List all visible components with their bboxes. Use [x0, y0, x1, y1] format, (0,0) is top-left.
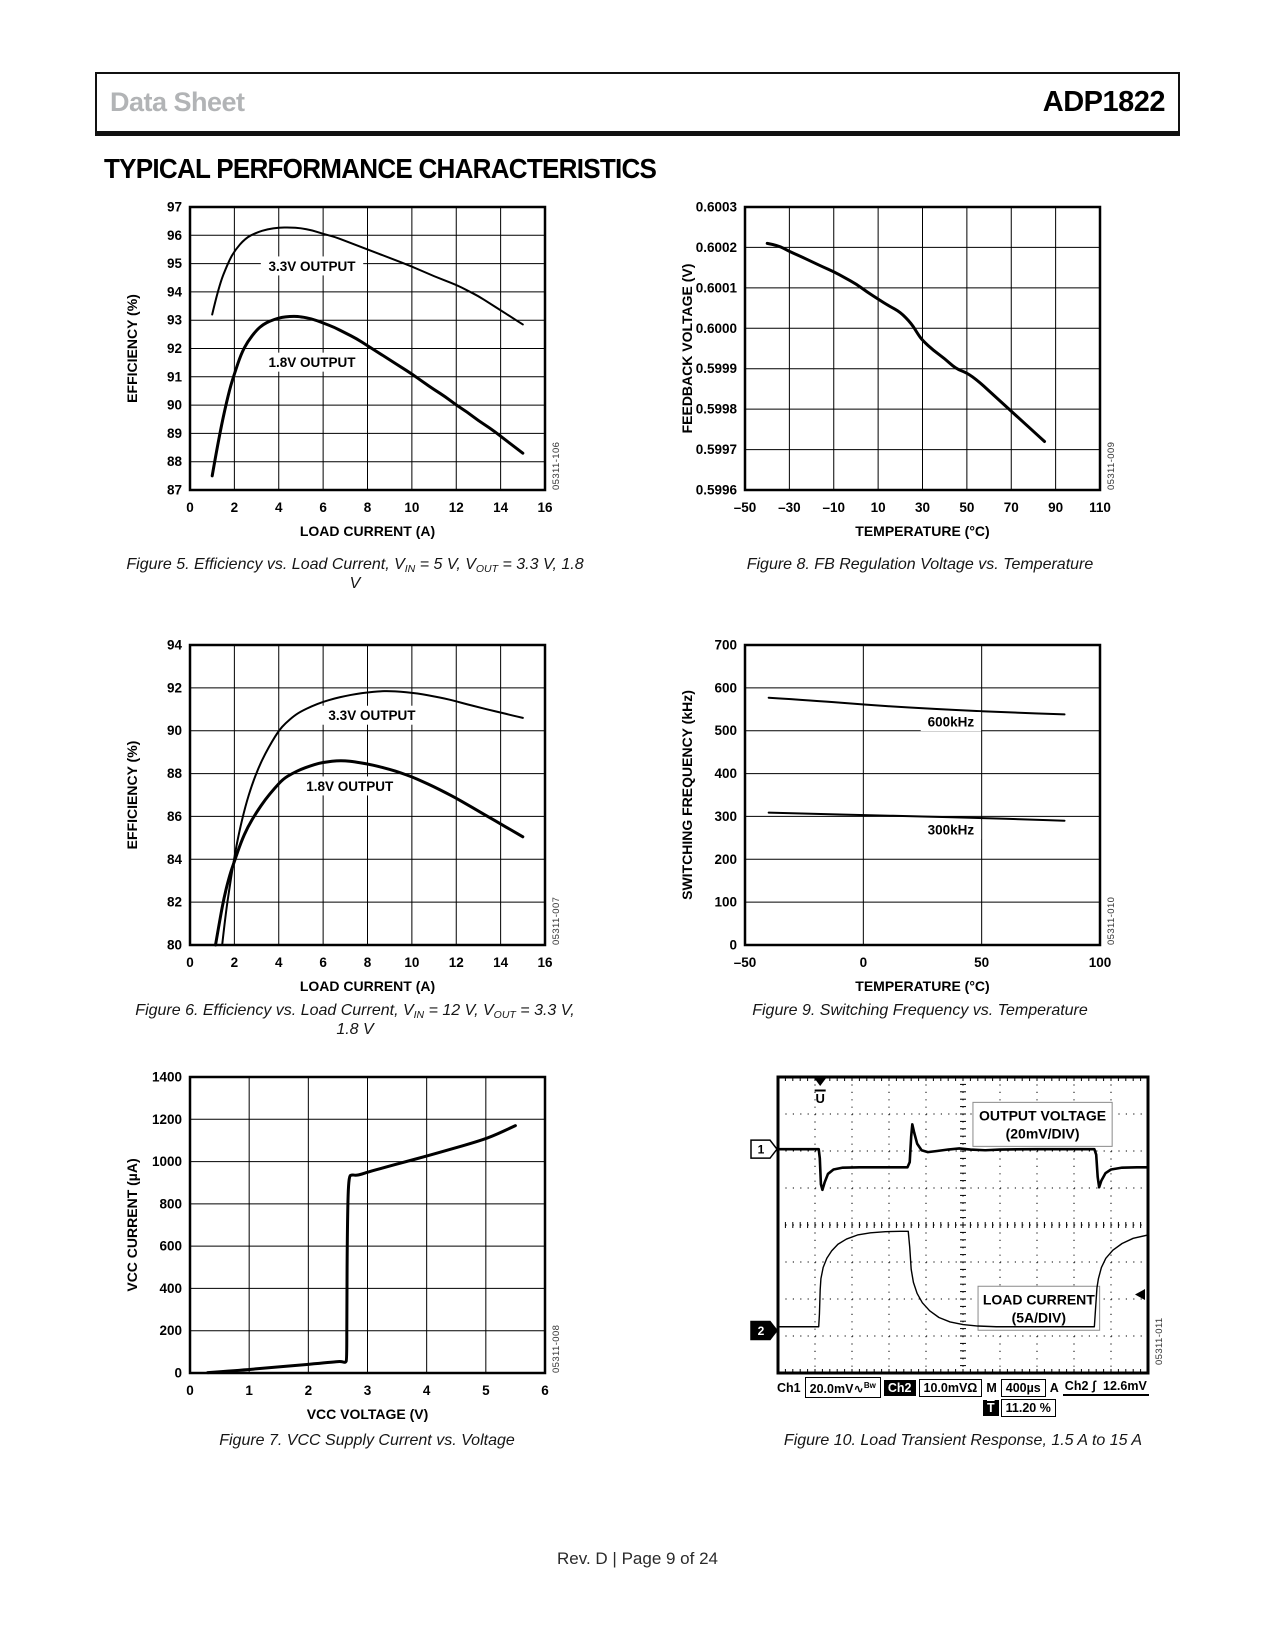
figure-10-oscilloscope	[748, 1065, 1168, 1375]
svg-text:89: 89	[166, 425, 182, 441]
svg-text:84: 84	[166, 851, 182, 867]
svg-text:6: 6	[319, 955, 327, 970]
svg-text:OUTPUT VOLTAGE: OUTPUT VOLTAGE	[979, 1107, 1107, 1124]
svg-text:0: 0	[174, 1365, 182, 1381]
rising-edge-icon: ʃ	[1091, 1379, 1097, 1394]
trigger-position-row	[983, 1399, 1056, 1417]
svg-text:95: 95	[166, 256, 182, 272]
svg-text:0.5998: 0.5998	[695, 401, 737, 417]
svg-text:1: 1	[245, 1383, 253, 1398]
bandwidth-limit-icon: Bw	[863, 1381, 876, 1390]
svg-text:(5A/DIV): (5A/DIV)	[1011, 1309, 1067, 1326]
svg-text:86: 86	[166, 808, 182, 824]
svg-text:5: 5	[482, 1383, 490, 1398]
svg-text:1.8V OUTPUT: 1.8V OUTPUT	[306, 778, 394, 794]
timebase-label: M	[986, 1380, 997, 1395]
svg-text:92: 92	[166, 341, 182, 356]
figure-7-chart	[120, 1070, 590, 1428]
svg-text:05311-010: 05311-010	[1106, 896, 1117, 945]
figure-8-chart	[675, 200, 1145, 545]
svg-text:16: 16	[537, 500, 553, 515]
svg-text:3.3V OUTPUT: 3.3V OUTPUT	[328, 708, 416, 724]
svg-text:LOAD CURRENT: LOAD CURRENT	[982, 1291, 1095, 1308]
svg-text:LOAD CURRENT (A): LOAD CURRENT (A)	[299, 523, 436, 539]
svg-text:400: 400	[159, 1280, 182, 1296]
figure-6-chart	[120, 638, 590, 1000]
svg-text:10: 10	[404, 500, 420, 515]
svg-text:200: 200	[714, 851, 737, 867]
svg-text:2: 2	[230, 500, 239, 515]
svg-text:4: 4	[422, 1383, 431, 1398]
svg-text:TEMPERATURE (°C): TEMPERATURE (°C)	[855, 978, 990, 994]
svg-text:0.5996: 0.5996	[695, 482, 737, 498]
svg-text:300: 300	[714, 808, 737, 824]
svg-text:10: 10	[404, 955, 420, 970]
svg-text:800: 800	[159, 1196, 182, 1212]
svg-text:80: 80	[166, 937, 182, 953]
svg-text:30: 30	[914, 500, 931, 515]
figure-8-caption: Figure 8. FB Regulation Voltage vs. Temperature	[746, 556, 1094, 573]
figure-5-caption: Figure 5. Efficiency vs. Load Current, $V_{IN} = 5$ V, $V_{OUT} = 3.3$ V, 1.8 V	[126, 556, 584, 592]
svg-text:VCC CURRENT (µA): VCC CURRENT (µA)	[124, 1158, 140, 1292]
ch1-scale-readout: 20.0mV∿$^{Bw}$	[805, 1377, 881, 1398]
figure-9-chart	[675, 638, 1145, 1000]
svg-text:8: 8	[363, 500, 372, 515]
svg-text:50: 50	[959, 500, 975, 515]
svg-text:6: 6	[319, 500, 327, 515]
svg-text:VCC VOLTAGE (V): VCC VOLTAGE (V)	[306, 1406, 429, 1422]
svg-text:0: 0	[729, 937, 737, 953]
svg-text:1200: 1200	[151, 1111, 182, 1127]
svg-text:92: 92	[166, 680, 182, 696]
svg-text:–10: –10	[822, 500, 846, 515]
svg-text:05311-008: 05311-008	[551, 1324, 562, 1373]
svg-text:1000: 1000	[151, 1154, 182, 1170]
trigger-position-value: 11.20 %	[1001, 1399, 1056, 1417]
svg-text:2: 2	[757, 1323, 765, 1338]
svg-text:0: 0	[186, 955, 194, 970]
svg-text:90: 90	[166, 397, 182, 413]
svg-text:97: 97	[166, 200, 182, 215]
svg-text:U: U	[815, 1091, 825, 1106]
svg-text:0.6001: 0.6001	[695, 280, 737, 296]
svg-text:70: 70	[1003, 500, 1019, 515]
svg-text:94: 94	[166, 638, 182, 653]
svg-text:100: 100	[1088, 955, 1112, 970]
svg-text:90: 90	[1048, 500, 1064, 515]
svg-text:600: 600	[714, 680, 737, 696]
svg-text:0: 0	[186, 500, 194, 515]
svg-text:200: 200	[159, 1323, 182, 1339]
svg-text:2: 2	[230, 955, 239, 970]
svg-text:0.6000: 0.6000	[695, 320, 737, 336]
section-title: TYPICAL PERFORMANCE CHARACTERISTICS	[104, 153, 657, 184]
svg-text:12: 12	[448, 955, 464, 970]
doc-type-label: Data Sheet	[110, 87, 245, 117]
figure-6-caption: Figure 6. Efficiency vs. Load Current, $V_{IN} = 12$ V, $V_{OUT} = 3.3$ V, 1.8 V	[135, 1002, 575, 1038]
svg-text:–50: –50	[733, 500, 757, 515]
svg-text:TEMPERATURE (°C): TEMPERATURE (°C)	[855, 523, 990, 539]
svg-text:EFFICIENCY (%): EFFICIENCY (%)	[124, 294, 140, 403]
svg-text:8: 8	[363, 955, 372, 970]
svg-text:3: 3	[363, 1383, 372, 1398]
svg-text:0: 0	[859, 955, 868, 970]
svg-text:3.3V OUTPUT: 3.3V OUTPUT	[268, 258, 356, 274]
svg-text:100: 100	[714, 894, 737, 910]
svg-text:10: 10	[870, 500, 886, 515]
svg-text:90: 90	[166, 723, 182, 739]
svg-text:SWITCHING FREQUENCY (kHz): SWITCHING FREQUENCY (kHz)	[679, 690, 695, 900]
svg-text:14: 14	[493, 500, 509, 515]
svg-text:05311-009: 05311-009	[1106, 441, 1117, 490]
figure-7-caption: Figure 7. VCC Supply Current vs. Voltage	[219, 1432, 515, 1449]
svg-text:2: 2	[304, 1383, 313, 1398]
figure-10-caption: Figure 10. Load Transient Response, 1.5 A to 15 A	[783, 1432, 1143, 1449]
svg-text:93: 93	[166, 312, 182, 328]
svg-text:88: 88	[166, 766, 182, 782]
svg-text:12: 12	[448, 500, 464, 515]
svg-text:05311-011: 05311-011	[1154, 1317, 1165, 1365]
svg-text:–50: –50	[733, 955, 757, 970]
svg-text:87: 87	[166, 482, 182, 498]
trigger-position-icon: $\overline{T}$	[983, 1400, 999, 1416]
ch1-label: Ch1	[777, 1380, 801, 1395]
svg-text:82: 82	[166, 894, 182, 910]
svg-text:96: 96	[166, 227, 182, 243]
svg-text:700: 700	[714, 638, 737, 653]
svg-text:0.6002: 0.6002	[695, 239, 737, 255]
timebase-readout: 400µs	[1001, 1379, 1046, 1397]
svg-text:1400: 1400	[151, 1070, 182, 1085]
scope-status-bar	[776, 1377, 1152, 1398]
svg-text:500: 500	[714, 723, 737, 739]
svg-text:05311-007: 05311-007	[551, 896, 562, 945]
page-header	[95, 72, 1180, 136]
svg-text:LOAD CURRENT (A): LOAD CURRENT (A)	[299, 978, 436, 994]
svg-text:05311-106: 05311-106	[551, 441, 562, 490]
svg-text:–30: –30	[778, 500, 801, 515]
svg-text:94: 94	[166, 284, 182, 300]
svg-text:600: 600	[159, 1238, 182, 1254]
svg-text:400: 400	[714, 766, 737, 782]
part-number: ADP1822	[1042, 86, 1165, 118]
ac-coupling-icon: ∿	[853, 1382, 864, 1397]
ch2-scale-readout: 10.0mVΩ	[919, 1379, 983, 1397]
trigger-readout: Ch2 ʃ 12.6mV	[1063, 1379, 1149, 1396]
svg-text:88: 88	[166, 454, 182, 470]
figure-5-chart	[120, 200, 590, 545]
acquisition-label: A	[1049, 1380, 1059, 1395]
svg-text:14: 14	[493, 955, 509, 970]
svg-text:(20mV/DIV): (20mV/DIV)	[1005, 1125, 1080, 1142]
svg-text:1: 1	[757, 1142, 765, 1157]
svg-text:4: 4	[274, 500, 283, 515]
svg-text:FEEDBACK VOLTAGE (V): FEEDBACK VOLTAGE (V)	[679, 263, 695, 434]
svg-text:6: 6	[541, 1383, 549, 1398]
figure-9-caption: Figure 9. Switching Frequency vs. Temperature	[752, 1002, 1088, 1019]
svg-text:300kHz: 300kHz	[927, 822, 975, 838]
svg-text:1.8V OUTPUT: 1.8V OUTPUT	[268, 355, 356, 371]
svg-text:16: 16	[537, 955, 553, 970]
svg-text:0.6003: 0.6003	[695, 200, 737, 215]
svg-text:0.5999: 0.5999	[695, 361, 737, 377]
svg-text:600kHz: 600kHz	[927, 714, 975, 730]
svg-text:91: 91	[166, 369, 182, 385]
svg-text:EFFICIENCY (%): EFFICIENCY (%)	[124, 740, 140, 850]
svg-text:0: 0	[186, 1383, 194, 1398]
svg-text:0.5997: 0.5997	[695, 442, 737, 458]
ch2-label: Ch2	[884, 1380, 916, 1396]
page-footer: Rev. D | Page 9 of 24	[557, 1549, 718, 1568]
svg-text:110: 110	[1089, 500, 1111, 515]
svg-text:4: 4	[274, 955, 283, 970]
svg-text:50: 50	[974, 955, 990, 970]
